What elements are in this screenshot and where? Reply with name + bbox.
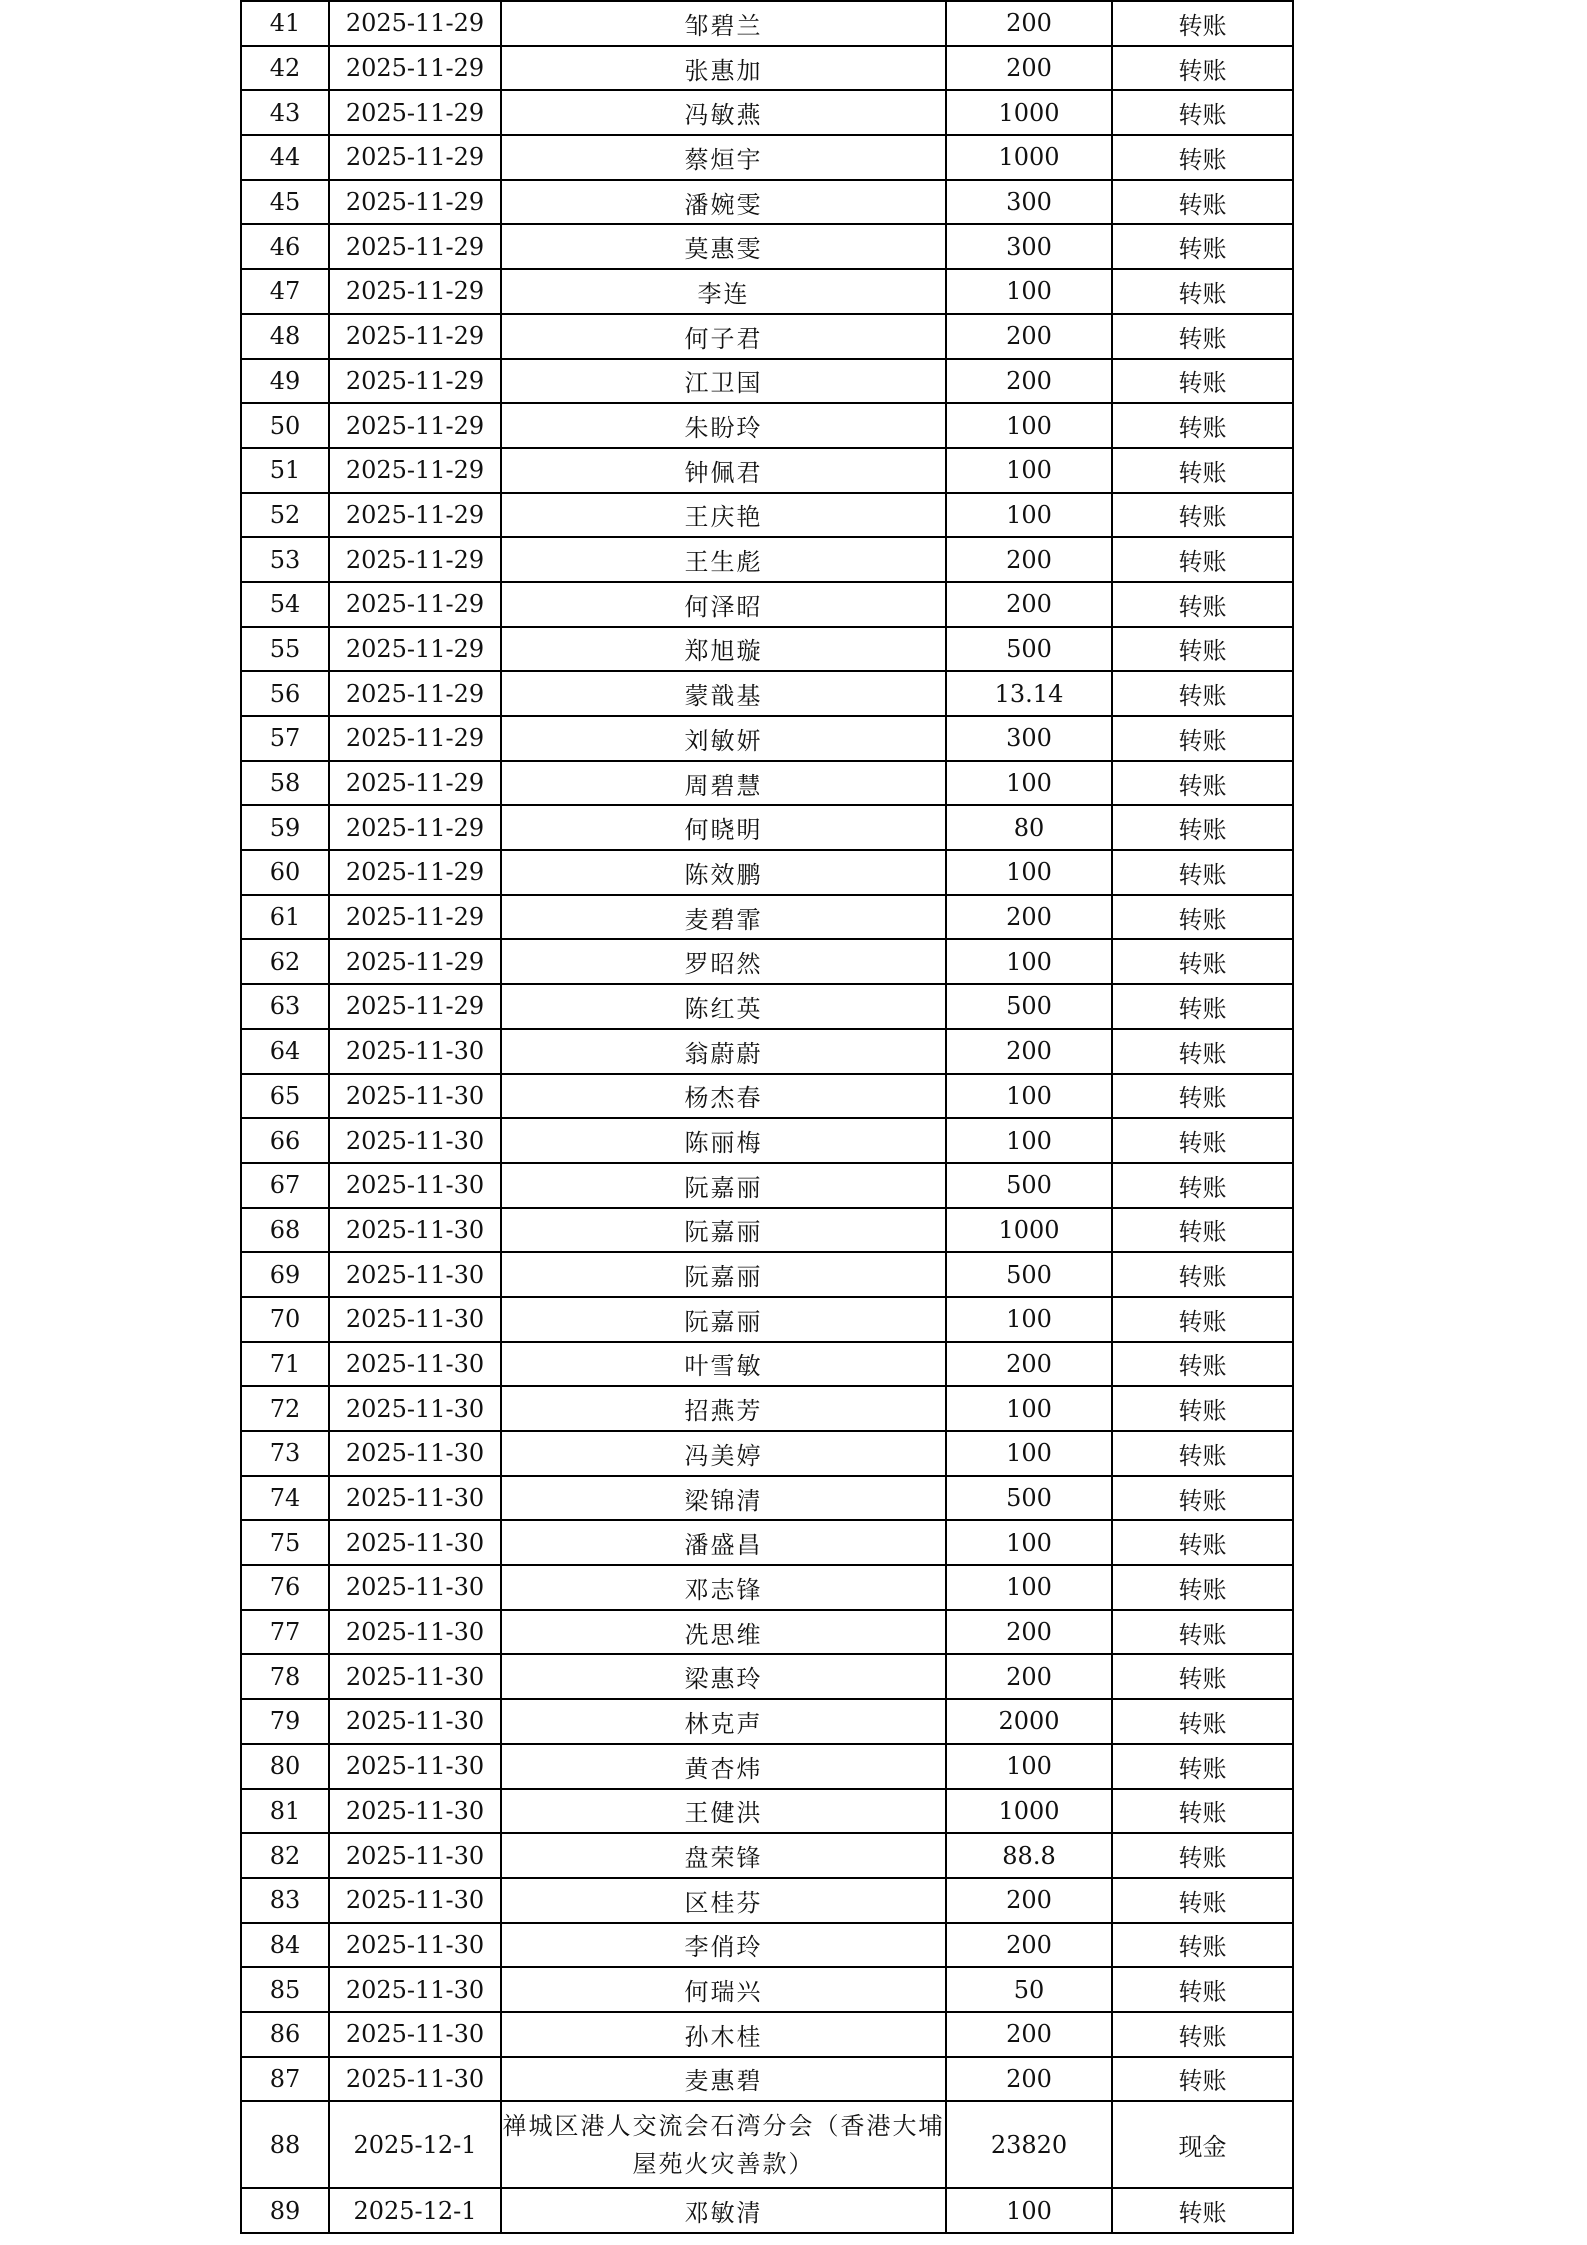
row-number: 79 xyxy=(241,1699,329,1744)
table-row xyxy=(241,1476,1293,1521)
donation-date: 2025-11-30 xyxy=(329,1744,501,1789)
row-number: 81 xyxy=(241,1789,329,1834)
donor-name: 禅城区港人交流会石湾分会（香港大埔屋苑火灾善款） xyxy=(501,2101,946,2188)
donor-name: 江卫国 xyxy=(501,359,946,404)
donation-amount: 200 xyxy=(946,314,1112,359)
table-row xyxy=(241,314,1293,359)
payment-method: 转账 xyxy=(1112,359,1293,404)
donation-date: 2025-11-29 xyxy=(329,895,501,940)
table-row xyxy=(241,1163,1293,1208)
donation-date: 2025-11-29 xyxy=(329,359,501,404)
payment-method: 转账 xyxy=(1112,1923,1293,1968)
table-row xyxy=(241,716,1293,761)
donor-name: 何子君 xyxy=(501,314,946,359)
row-number: 86 xyxy=(241,2012,329,2057)
row-number: 66 xyxy=(241,1118,329,1163)
donation-amount: 200 xyxy=(946,537,1112,582)
row-number: 67 xyxy=(241,1163,329,1208)
donation-amount: 200 xyxy=(946,1342,1112,1387)
payment-method: 转账 xyxy=(1112,1699,1293,1744)
donation-date: 2025-11-30 xyxy=(329,1565,501,1610)
donor-name: 招燕芳 xyxy=(501,1386,946,1431)
payment-method: 现金 xyxy=(1112,2101,1293,2188)
payment-method: 转账 xyxy=(1112,627,1293,672)
donation-date: 2025-11-29 xyxy=(329,403,501,448)
row-number: 73 xyxy=(241,1431,329,1476)
payment-method: 转账 xyxy=(1112,1342,1293,1387)
ledger-body xyxy=(241,1,1293,2233)
donor-name: 阮嘉丽 xyxy=(501,1252,946,1297)
payment-method: 转账 xyxy=(1112,1744,1293,1789)
donor-name: 张惠加 xyxy=(501,46,946,91)
row-number: 74 xyxy=(241,1476,329,1521)
donation-date: 2025-11-30 xyxy=(329,1297,501,1342)
donation-amount: 200 xyxy=(946,1878,1112,1923)
donation-date: 2025-11-30 xyxy=(329,1386,501,1431)
donation-date: 2025-11-30 xyxy=(329,2012,501,2057)
payment-method: 转账 xyxy=(1112,1252,1293,1297)
table-row xyxy=(241,1923,1293,1968)
donation-date: 2025-11-29 xyxy=(329,180,501,225)
donation-amount: 300 xyxy=(946,180,1112,225)
donation-amount: 100 xyxy=(946,850,1112,895)
table-row xyxy=(241,1074,1293,1119)
donor-name: 朱盼玲 xyxy=(501,403,946,448)
donation-date: 2025-11-30 xyxy=(329,1476,501,1521)
payment-method: 转账 xyxy=(1112,2188,1293,2233)
donor-name: 邓志锋 xyxy=(501,1565,946,1610)
donor-name: 陈丽梅 xyxy=(501,1118,946,1163)
table-row xyxy=(241,359,1293,404)
row-number: 59 xyxy=(241,805,329,850)
table-row xyxy=(241,1565,1293,1610)
donation-date: 2025-11-30 xyxy=(329,1878,501,1923)
donation-amount: 300 xyxy=(946,224,1112,269)
table-row xyxy=(241,1610,1293,1655)
donation-amount: 1000 xyxy=(946,90,1112,135)
payment-method: 转账 xyxy=(1112,582,1293,627)
donation-amount: 23820 xyxy=(946,2101,1112,2188)
donation-amount: 88.8 xyxy=(946,1833,1112,1878)
payment-method: 转账 xyxy=(1112,269,1293,314)
row-number: 55 xyxy=(241,627,329,672)
donor-name: 黄杏炜 xyxy=(501,1744,946,1789)
table-row xyxy=(241,1431,1293,1476)
donor-name: 李连 xyxy=(501,269,946,314)
table-row xyxy=(241,1,1293,46)
table-row xyxy=(241,1833,1293,1878)
donation-date: 2025-12-1 xyxy=(329,2188,501,2233)
row-number: 75 xyxy=(241,1520,329,1565)
donation-date: 2025-11-30 xyxy=(329,1342,501,1387)
donation-date: 2025-11-29 xyxy=(329,135,501,180)
row-number: 41 xyxy=(241,1,329,46)
table-row xyxy=(241,1967,1293,2012)
donation-date: 2025-11-29 xyxy=(329,1,501,46)
donor-name: 王健洪 xyxy=(501,1789,946,1834)
donation-amount: 80 xyxy=(946,805,1112,850)
row-number: 46 xyxy=(241,224,329,269)
donation-date: 2025-11-29 xyxy=(329,90,501,135)
donor-name: 冼思维 xyxy=(501,1610,946,1655)
donation-date: 2025-11-30 xyxy=(329,1252,501,1297)
row-number: 85 xyxy=(241,1967,329,2012)
donation-amount: 1000 xyxy=(946,135,1112,180)
table-row xyxy=(241,671,1293,716)
payment-method: 转账 xyxy=(1112,403,1293,448)
donor-name: 何晓明 xyxy=(501,805,946,850)
table-row xyxy=(241,1744,1293,1789)
donation-amount: 200 xyxy=(946,1654,1112,1699)
row-number: 60 xyxy=(241,850,329,895)
table-row xyxy=(241,939,1293,984)
donor-name: 莫惠雯 xyxy=(501,224,946,269)
row-number: 80 xyxy=(241,1744,329,1789)
donor-name: 麦惠碧 xyxy=(501,2057,946,2102)
row-number: 65 xyxy=(241,1074,329,1119)
payment-method: 转账 xyxy=(1112,1878,1293,1923)
table-row xyxy=(241,1252,1293,1297)
table-row xyxy=(241,1208,1293,1253)
donation-amount: 200 xyxy=(946,2012,1112,2057)
table-row xyxy=(241,135,1293,180)
row-number: 64 xyxy=(241,1029,329,1074)
donation-amount: 500 xyxy=(946,627,1112,672)
row-number: 70 xyxy=(241,1297,329,1342)
payment-method: 转账 xyxy=(1112,1654,1293,1699)
donation-amount: 100 xyxy=(946,493,1112,538)
payment-method: 转账 xyxy=(1112,90,1293,135)
donation-amount: 200 xyxy=(946,895,1112,940)
donation-date: 2025-11-29 xyxy=(329,761,501,806)
donation-date: 2025-11-30 xyxy=(329,1654,501,1699)
payment-method: 转账 xyxy=(1112,1118,1293,1163)
donation-date: 2025-11-29 xyxy=(329,939,501,984)
donor-name: 孙木桂 xyxy=(501,2012,946,2057)
row-number: 53 xyxy=(241,537,329,582)
row-number: 49 xyxy=(241,359,329,404)
donation-date: 2025-11-29 xyxy=(329,716,501,761)
row-number: 77 xyxy=(241,1610,329,1655)
table-row xyxy=(241,1789,1293,1834)
row-number: 43 xyxy=(241,90,329,135)
donor-name: 区桂芬 xyxy=(501,1878,946,1923)
donor-name: 刘敏妍 xyxy=(501,716,946,761)
payment-method: 转账 xyxy=(1112,1565,1293,1610)
payment-method: 转账 xyxy=(1112,671,1293,716)
donation-amount: 200 xyxy=(946,2057,1112,2102)
row-number: 87 xyxy=(241,2057,329,2102)
row-number: 57 xyxy=(241,716,329,761)
row-number: 47 xyxy=(241,269,329,314)
payment-method: 转账 xyxy=(1112,448,1293,493)
donor-name: 梁惠玲 xyxy=(501,1654,946,1699)
payment-method: 转账 xyxy=(1112,1297,1293,1342)
donor-name: 叶雪敏 xyxy=(501,1342,946,1387)
payment-method: 转账 xyxy=(1112,1386,1293,1431)
row-number: 83 xyxy=(241,1878,329,1923)
donation-date: 2025-11-29 xyxy=(329,224,501,269)
row-number: 68 xyxy=(241,1208,329,1253)
payment-method: 转账 xyxy=(1112,1431,1293,1476)
donor-name: 陈效鹏 xyxy=(501,850,946,895)
payment-method: 转账 xyxy=(1112,716,1293,761)
table-row xyxy=(241,1386,1293,1431)
row-number: 84 xyxy=(241,1923,329,1968)
donation-date: 2025-11-30 xyxy=(329,1833,501,1878)
payment-method: 转账 xyxy=(1112,1476,1293,1521)
donation-date: 2025-11-30 xyxy=(329,1610,501,1655)
row-number: 56 xyxy=(241,671,329,716)
table-row xyxy=(241,1297,1293,1342)
donor-name: 李俏玲 xyxy=(501,1923,946,1968)
donor-name: 潘盛昌 xyxy=(501,1520,946,1565)
donation-amount: 500 xyxy=(946,1252,1112,1297)
payment-method: 转账 xyxy=(1112,939,1293,984)
row-number: 50 xyxy=(241,403,329,448)
payment-method: 转账 xyxy=(1112,1208,1293,1253)
donation-amount: 100 xyxy=(946,1118,1112,1163)
row-number: 44 xyxy=(241,135,329,180)
donation-amount: 100 xyxy=(946,2188,1112,2233)
donor-name: 蒙戠基 xyxy=(501,671,946,716)
donor-name: 梁锦清 xyxy=(501,1476,946,1521)
row-number: 62 xyxy=(241,939,329,984)
donation-amount: 300 xyxy=(946,716,1112,761)
donation-date: 2025-11-30 xyxy=(329,1208,501,1253)
payment-method: 转账 xyxy=(1112,314,1293,359)
table-row xyxy=(241,1699,1293,1744)
payment-method: 转账 xyxy=(1112,46,1293,91)
donor-name: 王庆艳 xyxy=(501,493,946,538)
payment-method: 转账 xyxy=(1112,1967,1293,2012)
donor-name: 翁蔚蔚 xyxy=(501,1029,946,1074)
donation-amount: 100 xyxy=(946,403,1112,448)
payment-method: 转账 xyxy=(1112,180,1293,225)
donation-date: 2025-11-30 xyxy=(329,1923,501,1968)
donation-date: 2025-11-30 xyxy=(329,1967,501,2012)
donation-amount: 100 xyxy=(946,1520,1112,1565)
payment-method: 转账 xyxy=(1112,1789,1293,1834)
row-number: 89 xyxy=(241,2188,329,2233)
donation-amount: 1000 xyxy=(946,1208,1112,1253)
table-row xyxy=(241,850,1293,895)
table-row xyxy=(241,1118,1293,1163)
donor-name: 盘荣锋 xyxy=(501,1833,946,1878)
row-number: 42 xyxy=(241,46,329,91)
donation-date: 2025-11-30 xyxy=(329,1074,501,1119)
payment-method: 转账 xyxy=(1112,761,1293,806)
donation-amount: 1000 xyxy=(946,1789,1112,1834)
donation-amount: 100 xyxy=(946,1431,1112,1476)
donation-date: 2025-11-29 xyxy=(329,314,501,359)
donation-amount: 200 xyxy=(946,46,1112,91)
row-number: 72 xyxy=(241,1386,329,1431)
donation-date: 2025-11-29 xyxy=(329,46,501,91)
donor-name: 郑旭璇 xyxy=(501,627,946,672)
table-row xyxy=(241,582,1293,627)
donation-date: 2025-11-29 xyxy=(329,984,501,1029)
donation-date: 2025-12-1 xyxy=(329,2101,501,2188)
donation-amount: 500 xyxy=(946,1163,1112,1208)
table-row xyxy=(241,1029,1293,1074)
payment-method: 转账 xyxy=(1112,1520,1293,1565)
donation-amount: 100 xyxy=(946,939,1112,984)
donation-amount: 50 xyxy=(946,1967,1112,2012)
payment-method: 转账 xyxy=(1112,224,1293,269)
row-number: 54 xyxy=(241,582,329,627)
donor-name: 周碧慧 xyxy=(501,761,946,806)
donation-amount: 100 xyxy=(946,1074,1112,1119)
donation-ledger-table xyxy=(240,0,1294,2234)
table-row xyxy=(241,1654,1293,1699)
donation-date: 2025-11-29 xyxy=(329,269,501,314)
donation-date: 2025-11-29 xyxy=(329,582,501,627)
table-row xyxy=(241,224,1293,269)
row-number: 78 xyxy=(241,1654,329,1699)
donation-amount: 100 xyxy=(946,761,1112,806)
payment-method: 转账 xyxy=(1112,1029,1293,1074)
row-number: 52 xyxy=(241,493,329,538)
donor-name: 杨杰春 xyxy=(501,1074,946,1119)
donor-name: 阮嘉丽 xyxy=(501,1163,946,1208)
donor-name: 邓敏清 xyxy=(501,2188,946,2233)
donor-name: 阮嘉丽 xyxy=(501,1208,946,1253)
row-number: 48 xyxy=(241,314,329,359)
payment-method: 转账 xyxy=(1112,2057,1293,2102)
donor-name: 何泽昭 xyxy=(501,582,946,627)
table-row xyxy=(241,984,1293,1029)
payment-method: 转账 xyxy=(1112,850,1293,895)
donation-amount: 200 xyxy=(946,582,1112,627)
donor-name: 冯敏燕 xyxy=(501,90,946,135)
donation-date: 2025-11-29 xyxy=(329,805,501,850)
donor-name: 阮嘉丽 xyxy=(501,1297,946,1342)
payment-method: 转账 xyxy=(1112,1610,1293,1655)
donor-name: 潘婉雯 xyxy=(501,180,946,225)
donation-amount: 100 xyxy=(946,1565,1112,1610)
payment-method: 转账 xyxy=(1112,2012,1293,2057)
donation-amount: 200 xyxy=(946,1923,1112,1968)
donation-amount: 100 xyxy=(946,269,1112,314)
donor-name: 陈红英 xyxy=(501,984,946,1029)
donation-amount: 200 xyxy=(946,1610,1112,1655)
donation-amount: 200 xyxy=(946,1029,1112,1074)
table-row xyxy=(241,2188,1293,2233)
donation-date: 2025-11-30 xyxy=(329,1520,501,1565)
donation-amount: 100 xyxy=(946,1744,1112,1789)
row-number: 71 xyxy=(241,1342,329,1387)
donation-date: 2025-11-29 xyxy=(329,448,501,493)
donation-date: 2025-11-30 xyxy=(329,1029,501,1074)
donation-amount: 500 xyxy=(946,1476,1112,1521)
payment-method: 转账 xyxy=(1112,493,1293,538)
table-row xyxy=(241,46,1293,91)
donation-amount: 100 xyxy=(946,1386,1112,1431)
donation-date: 2025-11-29 xyxy=(329,850,501,895)
donation-amount: 2000 xyxy=(946,1699,1112,1744)
table-row xyxy=(241,805,1293,850)
donation-amount: 200 xyxy=(946,359,1112,404)
donation-amount: 200 xyxy=(946,1,1112,46)
donor-name: 蔡烜宇 xyxy=(501,135,946,180)
donor-name: 麦碧霏 xyxy=(501,895,946,940)
table-row xyxy=(241,761,1293,806)
table-row xyxy=(241,1342,1293,1387)
row-number: 69 xyxy=(241,1252,329,1297)
payment-method: 转账 xyxy=(1112,1074,1293,1119)
donation-date: 2025-11-29 xyxy=(329,493,501,538)
table-row xyxy=(241,2057,1293,2102)
donation-amount: 100 xyxy=(946,448,1112,493)
row-number: 63 xyxy=(241,984,329,1029)
donation-date: 2025-11-30 xyxy=(329,1431,501,1476)
table-row xyxy=(241,493,1293,538)
donor-name: 林克声 xyxy=(501,1699,946,1744)
table-row xyxy=(241,448,1293,493)
payment-method: 转账 xyxy=(1112,984,1293,1029)
donation-date: 2025-11-29 xyxy=(329,671,501,716)
donation-date: 2025-11-30 xyxy=(329,1789,501,1834)
table-row xyxy=(241,1878,1293,1923)
row-number: 51 xyxy=(241,448,329,493)
donor-name: 邹碧兰 xyxy=(501,1,946,46)
donation-date: 2025-11-29 xyxy=(329,537,501,582)
table-row xyxy=(241,403,1293,448)
payment-method: 转账 xyxy=(1112,1,1293,46)
payment-method: 转账 xyxy=(1112,805,1293,850)
row-number: 58 xyxy=(241,761,329,806)
donor-name: 钟佩君 xyxy=(501,448,946,493)
table-row xyxy=(241,90,1293,135)
row-number: 82 xyxy=(241,1833,329,1878)
row-number: 61 xyxy=(241,895,329,940)
payment-method: 转账 xyxy=(1112,135,1293,180)
table-row xyxy=(241,2101,1293,2188)
donation-amount: 100 xyxy=(946,1297,1112,1342)
table-row xyxy=(241,269,1293,314)
payment-method: 转账 xyxy=(1112,537,1293,582)
row-number: 45 xyxy=(241,180,329,225)
donation-date: 2025-11-30 xyxy=(329,1163,501,1208)
donation-amount: 500 xyxy=(946,984,1112,1029)
table-row xyxy=(241,1520,1293,1565)
donor-name: 何瑞兴 xyxy=(501,1967,946,2012)
table-row xyxy=(241,2012,1293,2057)
donor-name: 冯美婷 xyxy=(501,1431,946,1476)
row-number: 76 xyxy=(241,1565,329,1610)
donation-date: 2025-11-30 xyxy=(329,2057,501,2102)
table-row xyxy=(241,627,1293,672)
payment-method: 转账 xyxy=(1112,895,1293,940)
donation-amount: 13.14 xyxy=(946,671,1112,716)
table-row xyxy=(241,180,1293,225)
donation-date: 2025-11-30 xyxy=(329,1699,501,1744)
payment-method: 转账 xyxy=(1112,1163,1293,1208)
payment-method: 转账 xyxy=(1112,1833,1293,1878)
donor-name: 王生彪 xyxy=(501,537,946,582)
donation-date: 2025-11-30 xyxy=(329,1118,501,1163)
donor-name: 罗昭然 xyxy=(501,939,946,984)
table-row xyxy=(241,537,1293,582)
donation-date: 2025-11-29 xyxy=(329,627,501,672)
row-number: 88 xyxy=(241,2101,329,2188)
table-row xyxy=(241,895,1293,940)
